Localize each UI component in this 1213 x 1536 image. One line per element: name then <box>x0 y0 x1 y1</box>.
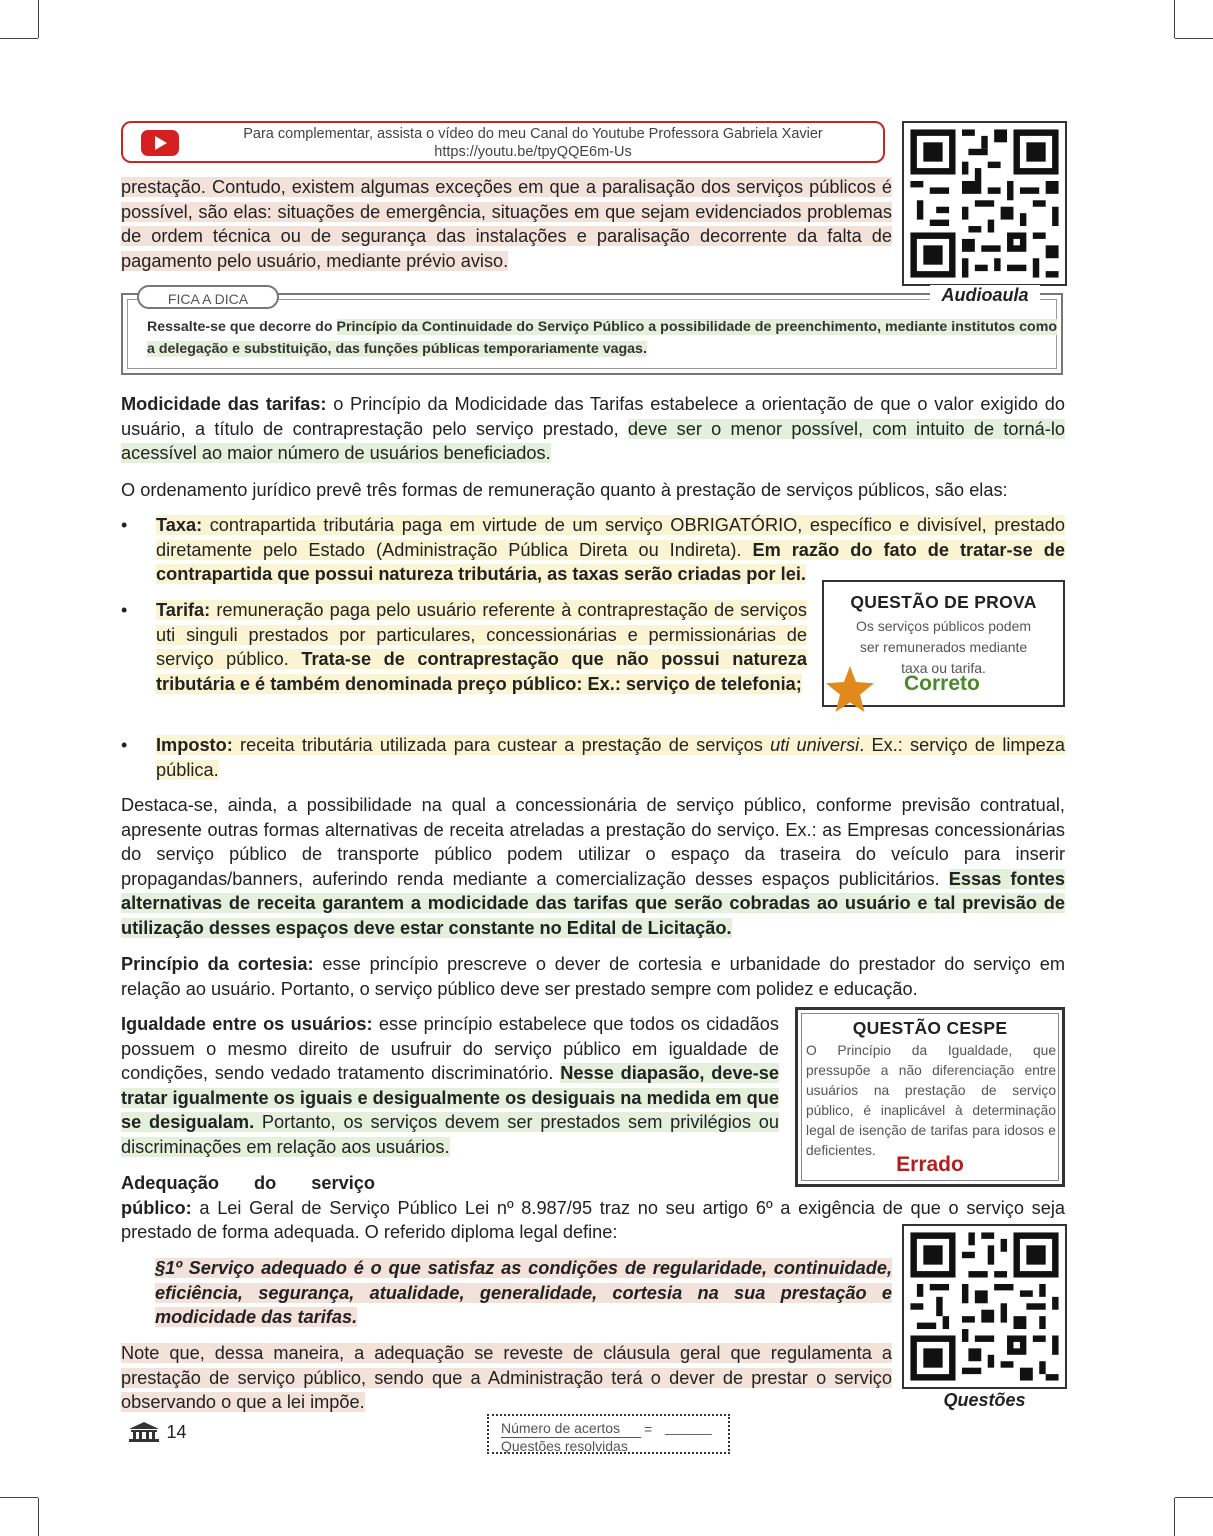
tip-text: Ressalte-se que decorre do Princípio da Continuidade do Serviço Público a possibilidade de preenchimento, mediante institutos como a delegação e substituição, das funções públicas temporariamente vagas. <box>147 319 1057 357</box>
crop-mark <box>1175 38 1213 39</box>
crop-mark <box>0 1497 38 1498</box>
destaca-paragraph: Destaca-se, ainda, a possibilidade na qual a concessionária de serviço público, conforme previsão contratual, apresente outras formas alternativas de receita atreladas a prestação do serviço. Ex.: as Empresas concessionárias do serviço público de transporte público podem utilizar o espaço da traseira do veículo para inserir propagandas/banners, auferindo renda mediante a comercialização desses espaços publicitários. Essas fontes alternativas de receita garantem a modicidade das tarifas que serão cobradas ao usuário e tal previsão de utilização desses espaços deve estar constante no Edital de Licitação. <box>121 795 1065 938</box>
note-paragraph: Note que, dessa maneira, a adequação se reveste de cláusula geral que regulamenta a prestação de serviço público, sendo que a Administração terá o dever de prestar o serviço observando o que a lei impõe. <box>121 1343 892 1413</box>
crop-mark <box>38 1498 39 1536</box>
list-item-imposto: • Imposto: receita tributária utilizada para custear a prestação de serviços uti universi. Ex.: serviço de limpeza pública. <box>121 733 1065 782</box>
crop-mark <box>1175 1497 1213 1498</box>
youtube-icon <box>141 130 179 156</box>
crop-mark <box>38 0 39 38</box>
score-label-acertos: Número de acertos <box>501 1420 621 1436</box>
qr-caption-audioaula: Audioaula <box>930 285 1040 306</box>
bullet-list <box>121 733 1065 782</box>
law-quote: §1º Serviço adequado é o que satisfaz as condições de regularidade, continuidade, eficiência, segurança, atualidade, generalidade, cortesia na sua prestação e modicidade das tarifas. <box>155 1258 892 1328</box>
page-number-area <box>128 1421 186 1445</box>
qr-code-icon <box>904 1226 1065 1387</box>
building-icon <box>128 1421 160 1443</box>
questao-prova-box <box>822 580 1065 707</box>
page-number: 14 <box>166 1421 187 1442</box>
score-box <box>487 1414 730 1454</box>
cortesia-paragraph: Princípio da cortesia: esse princípio prescreve o dever de cortesia e urbanidade do prestador do serviço em relação ao usuário. Portanto, o serviço público deve ser prestado sempre com polidez e educação. <box>121 954 1065 999</box>
qr-code-audioaula[interactable] <box>902 121 1067 286</box>
adequacao-paragraph: Adequação do serviço público: a Lei Geral de Serviço Público Lei nº 8.987/95 traz no seu artigo 6º a exigência de que o serviço seja prestado de forma adequada. O referido diploma legal define: <box>121 1173 1065 1243</box>
questao-cespe-box <box>795 1007 1065 1187</box>
tip-label: FICA A DICA <box>137 285 279 309</box>
ordenamento-paragraph: O ordenamento jurídico prevê três formas de remuneração quanto à prestação de serviços públicos, são elas: <box>121 480 1008 500</box>
qr-code-icon <box>904 123 1065 284</box>
score-equals: = <box>644 1421 653 1437</box>
youtube-link[interactable]: https://youtu.be/tpyQQE6m-Us <box>434 144 632 160</box>
questao-prova-answer: Correto <box>904 672 980 695</box>
list-item-tarifa: • Tarifa: remuneração paga pelo usuário referente à contraprestação de serviços uti singuli prestados por particulares, concessionárias e permissionárias de serviço público. Trata-se de contraprestação que não possui natureza tributária e é também denominada preço público: Ex.: serviço de telefonia; <box>121 598 807 696</box>
qr-caption-questoes: Questões <box>943 1390 1026 1410</box>
score-label-resolvidas: Questões resolvidas <box>501 1438 628 1454</box>
questao-cespe-text: O Princípio da Igualdade, que pressupõe a não diferenciação entre usuários na prestação de serviço público, é inaplicável à determinação legal de isenção de tarifas para idosos e deficientes. <box>806 1043 1056 1158</box>
questao-prova-title: QUESTÃO DE PROVA <box>850 592 1037 612</box>
list-item-taxa: • Taxa: contrapartida tributária paga em virtude de um serviço OBRIGATÓRIO, específico e divisível, prestado diretamente pelo Estado (Administração Pública Direta ou Indireta). Em razão do fato de tratar-se de contrapartida que possui natureza tributária, as taxas serão criadas por lei. <box>121 513 1065 587</box>
crop-mark <box>1174 0 1175 38</box>
crop-mark <box>1174 1498 1175 1536</box>
star-icon <box>826 666 874 712</box>
youtube-text: Para complementar, assista o vídeo do meu Canal do Youtube Professora Gabriela Xavier <box>243 126 823 142</box>
modicidade-paragraph: Modicidade das tarifas: o Princípio da Modicidade das Tarifas estabelece a orientação de que o valor exigido do usuário, a título de contraprestação pelo serviço prestado, deve ser o menor possível, com intuito de torná-lo acessível ao maior número de usuários beneficiados. <box>121 394 1066 464</box>
questao-cespe-title: QUESTÃO CESPE <box>852 1018 1008 1038</box>
intro-paragraph: prestação. Contudo, existem algumas exceções em que a paralisação dos serviços públicos é possível, são elas: situações de emergência, situações em que sejam evidenciados problemas de ordem técnica ou de segurança das instalações e paralisação decorrente da falta de pagamento pelo usuário, mediante prévio aviso. <box>121 177 892 271</box>
qr-code-questoes[interactable] <box>902 1224 1067 1389</box>
igualdade-paragraph: Igualdade entre os usuários: esse princípio estabelece que todos os cidadãos possuem o mesmo direito de usufruir do serviço público em igualdade de condições, sendo vedado tratamento discriminatório. Nesse diapasão, deve-se tratar igualmente os iguais e desigualmente os desiguais na medida em que se desigualam. Portanto, os serviços devem ser prestados sem privilégios ou discriminações em relação aos usuários. <box>121 1014 780 1157</box>
questao-prova-text: Os serviços públicos podem ser remunerados mediante taxa ou tarifa. <box>855 618 1032 676</box>
crop-mark <box>0 38 38 39</box>
questao-cespe-answer: Errado <box>896 1153 964 1176</box>
score-blank[interactable]: ______ <box>665 1419 712 1435</box>
bullet-list <box>121 513 1065 587</box>
youtube-banner[interactable] <box>121 121 885 163</box>
bullet-list <box>121 598 807 696</box>
